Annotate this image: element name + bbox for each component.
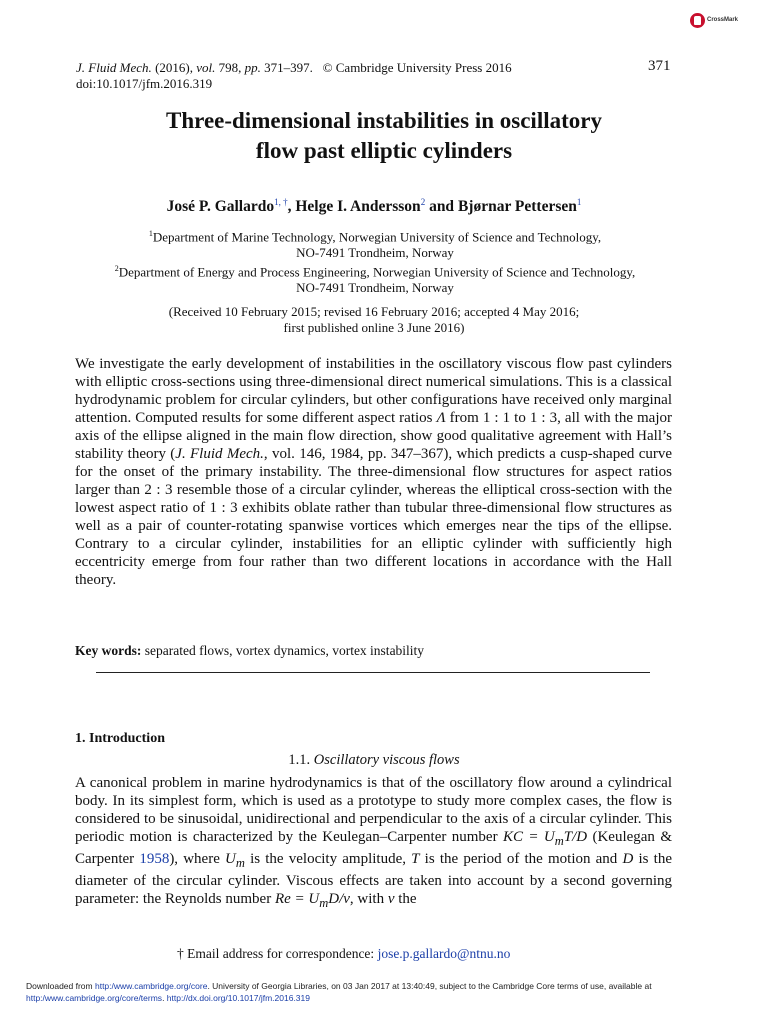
citation-pp-label: pp.: [244, 60, 261, 75]
citation-journal: J. Fluid Mech.: [76, 60, 152, 75]
d-var: D: [622, 851, 634, 867]
download-text: Downloaded from: [26, 981, 95, 991]
doi-link[interactable]: http://dx.doi.org/10.1017/jfm.2016.319: [166, 993, 310, 1003]
affiliation-1: [0, 226, 750, 261]
download-notice: [26, 980, 756, 1004]
affiliation-address: NO-7491 Trondheim, Norway: [296, 280, 454, 296]
citation-link-1958[interactable]: 1958: [139, 851, 170, 867]
re-equation: [274, 891, 350, 910]
received-line-2: first published online 3 June 2016): [283, 320, 465, 335]
divider: [96, 672, 650, 673]
keywords-text: separated flows, vortex dynamics, vortex instability: [141, 643, 425, 658]
kc-sub: m: [554, 834, 564, 848]
author-andersson-affil[interactable]: 2: [420, 197, 426, 207]
abstract-text: We investigate the early development of instabilities in the oscillatory viscous flow past cylinders with elliptic cross-sections using three-dimensional direct numerical simulations. This is a classical hydrodynamic problem for circular cylinders, but other configurations have received only marginal attention. Computed results for some different aspect ratios: [75, 356, 672, 426]
re-rest: D/ν: [328, 891, 350, 907]
intro-text: (Keulegan & Carpenter: [75, 829, 672, 867]
terms-link[interactable]: http:/www.cambridge.org/core/terms: [26, 993, 163, 1003]
author-sep: and: [425, 198, 458, 216]
citation-vol-label: vol.: [196, 60, 216, 75]
download-text: . University of Georgia Libraries, on 03 Jan 2017 at 13:40:49, subject to the Cambridge Core terms of use, available at: [207, 981, 652, 991]
doi: doi:10.1017/jfm.2016.319: [76, 76, 213, 91]
t-var: T: [411, 851, 420, 867]
author-sep: ,: [287, 198, 296, 216]
title-line-1: Three-dimensional instabilities in oscillatory: [166, 108, 602, 133]
keywords-label: Key words:: [75, 643, 142, 658]
footnote: [177, 946, 510, 962]
affiliation-text: Department of Marine Technology, Norwegian University of Science and Technology,: [152, 229, 602, 245]
abstract-citation: J. Fluid Mech.: [175, 446, 264, 462]
intro-text: , with: [349, 891, 388, 907]
received-line-1: (Received 10 February 2015; revised 16 February 2016; accepted 4 May 2016;: [168, 304, 580, 319]
subsection-heading: [0, 752, 748, 769]
um-var: U: [225, 851, 236, 867]
affiliation-address: NO-7491 Trondheim, Norway: [296, 245, 454, 261]
intro-paragraph: [75, 774, 672, 912]
affiliation-2: [0, 261, 750, 296]
intro-text: is the velocity amplitude,: [244, 851, 412, 867]
cambridge-core-link[interactable]: http:/www.cambridge.org/core: [94, 981, 208, 991]
received-dates: [0, 304, 748, 336]
intro-text: A canonical problem in marine hydrodynamics is that of the oscillatory flow around a cylindrical body. In its simplest form, which is used as a prototype to study more complex cases, the flow is considered to be sinusoidal, unidirectional and perpendicular to the axis of a circular cylinder. This periodic motion is characterized by the Keulegan–Carpenter number: [75, 775, 672, 845]
aspect-ratio-symbol: Λ: [436, 410, 446, 426]
intro-text: is the diameter of the circular cylinder. Viscous effects are taken into account by a second governing parameter: the Reynolds number: [75, 851, 672, 907]
intro-text: is the period of the motion and: [419, 851, 623, 867]
subsection-title: Oscillatory viscous flows: [313, 752, 460, 768]
kc-eq: KC = U: [502, 829, 555, 845]
affiliation-text: Department of Energy and Process Engineering, Norwegian University of Science and Technology,: [118, 264, 636, 280]
subsection-number: 1.1.: [288, 752, 314, 768]
citation-pp: 371–397.: [264, 60, 313, 75]
email-link[interactable]: jose.p.gallardo@ntnu.no: [377, 946, 511, 961]
kc-rest: T/D: [563, 829, 588, 845]
nu-var: ν: [387, 891, 395, 907]
kc-equation: [502, 829, 588, 848]
abstract: [75, 355, 672, 589]
citation-vol: 798,: [218, 60, 242, 75]
crossmark-badge[interactable]: [690, 10, 748, 30]
citation-year: (2016),: [155, 60, 193, 75]
author-pettersen-affil[interactable]: 1: [576, 197, 582, 207]
paper-title: [0, 106, 768, 166]
abstract-text: , vol. 146, 1984, pp. 347–367), which predicts a cusp-shaped curve for the onset of the primary instability. The three-dimensional flow structures for aspect ratios larger than 2 : 3 resemble those of a circular cylinder, whereas the elliptical cross-section with the lowest aspect ratio of 1 : 3 exhibits oblate rather than tubular three-dimensional flow structures as well as a pair of counter-rotating spanwise vortices which emerges near the tips of the ellipse. Contrary to a circular cylinder, instabilities for an elliptic cylinder with sufficiently high eccentricity emerge from four rather than two different locations in accordance with the Hall theory.: [75, 446, 673, 588]
footnote-label: † Email address for correspondence:: [177, 946, 378, 961]
section-heading: 1. Introduction: [75, 731, 165, 746]
author-pettersen: Bjørnar Pettersen: [457, 198, 577, 216]
affiliation-number: 2: [114, 264, 119, 273]
re-sub: m: [319, 896, 329, 910]
journal-header: [76, 60, 512, 92]
page-number: 371: [648, 58, 671, 74]
keywords: [75, 643, 424, 659]
copyright: © Cambridge University Press 2016: [322, 60, 512, 75]
affiliation-number: 1: [148, 229, 153, 238]
abstract-text: from 1 : 1 to 1 : 3, all with the major axis of the ellipse aligned in the main flow direction, show good qualitative agreement with Hall’s stability theory (: [75, 410, 673, 462]
re-eq: Re = U: [274, 891, 320, 907]
citation-line: [76, 60, 512, 76]
intro-text: ), where: [169, 851, 226, 867]
intro-text: the: [394, 891, 417, 907]
crossmark-label: CrossMark: [707, 17, 739, 23]
title-line-2: flow past elliptic cylinders: [255, 138, 513, 163]
author-gallardo: José P. Gallardo: [166, 198, 275, 216]
author-andersson: Helge I. Andersson: [295, 198, 421, 216]
crossmark-icon: [690, 13, 705, 28]
um-sub: m: [235, 856, 245, 870]
author-list: [0, 197, 748, 216]
download-text: .: [162, 993, 167, 1003]
author-gallardo-affil[interactable]: 1, †: [274, 197, 288, 207]
